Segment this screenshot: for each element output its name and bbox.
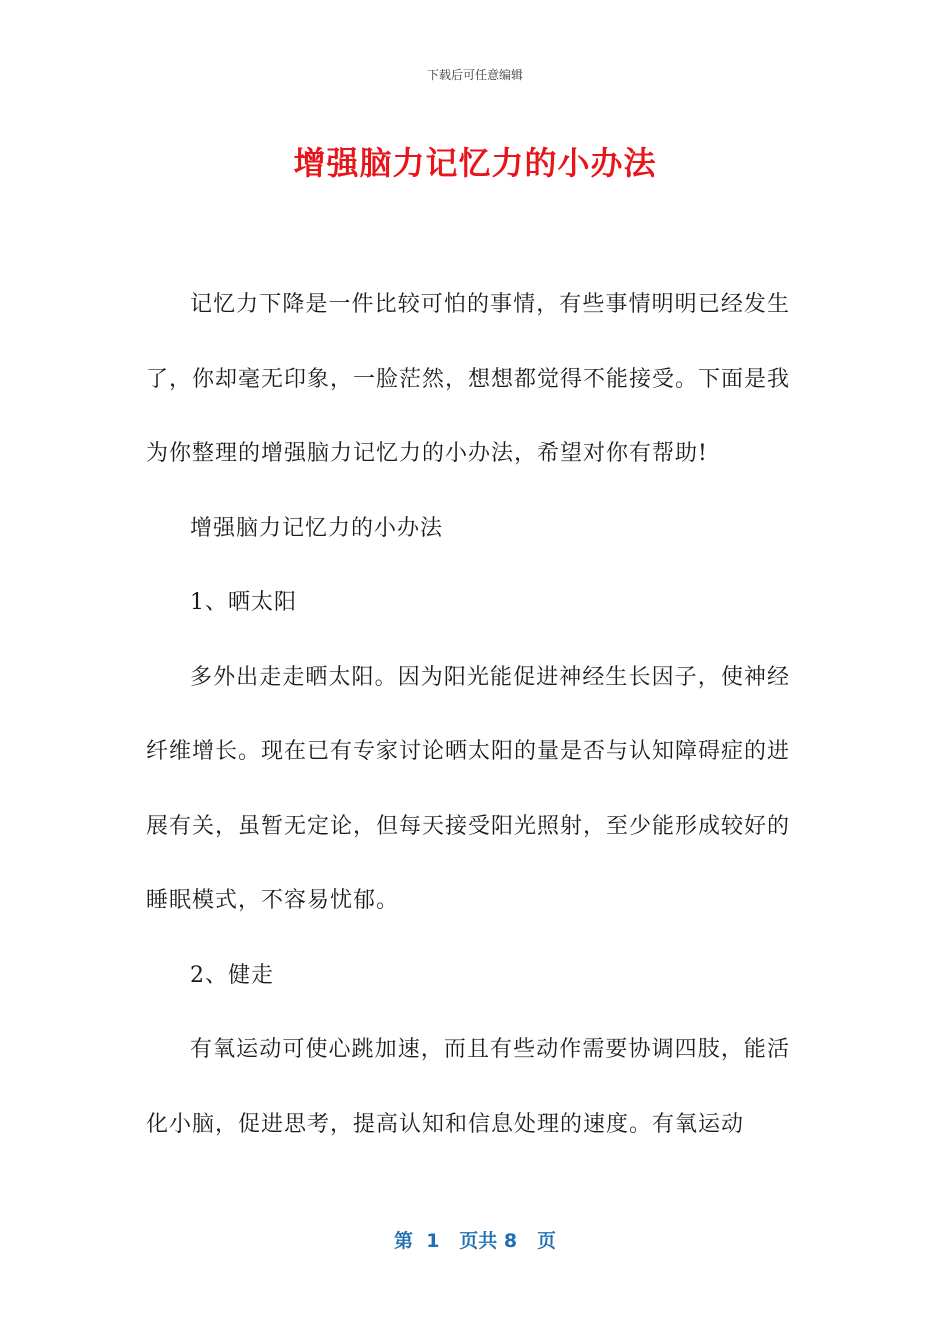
sunbathing-paragraph: 多外出走走晒太阳。因为阳光能促进神经生长因子，使神经纤维增长。现在已有专家讨论晒太阳的量是否与认知障碍症的进展有关，虽暂无定论，但每天接受阳光照射，至少能形成较好的睡眠模式，不容易忧郁。 (146, 664, 791, 913)
intro-paragraph: 记忆力下降是一件比较可怕的事情，有些事情明明已经发生了，你却毫无印象，一脸茫然，想想都觉得不能接受。下面是我为你整理的增强脑力记忆力的小办法，希望对你有帮助! (146, 292, 791, 466)
page-footer: 第 1 页共 8 页 (394, 1230, 556, 1252)
section-heading: 增强脑力记忆力的小办法 (190, 515, 444, 541)
walking-paragraph: 有氧运动可使心跳加速，而且有些动作需要协调四肢，能活化小脑，促进思考，提高认知和信息处理的速度。有氧运动 (146, 1037, 790, 1137)
item-heading-walking: 2、健走 (190, 962, 274, 988)
item-heading-sunbathing: 1、晒太阳 (190, 590, 297, 615)
header-note: 下载后可任意编辑 (426, 68, 523, 82)
document-title: 增强脑力记忆力的小办法 (293, 144, 657, 182)
document-body (146, 268, 790, 1162)
